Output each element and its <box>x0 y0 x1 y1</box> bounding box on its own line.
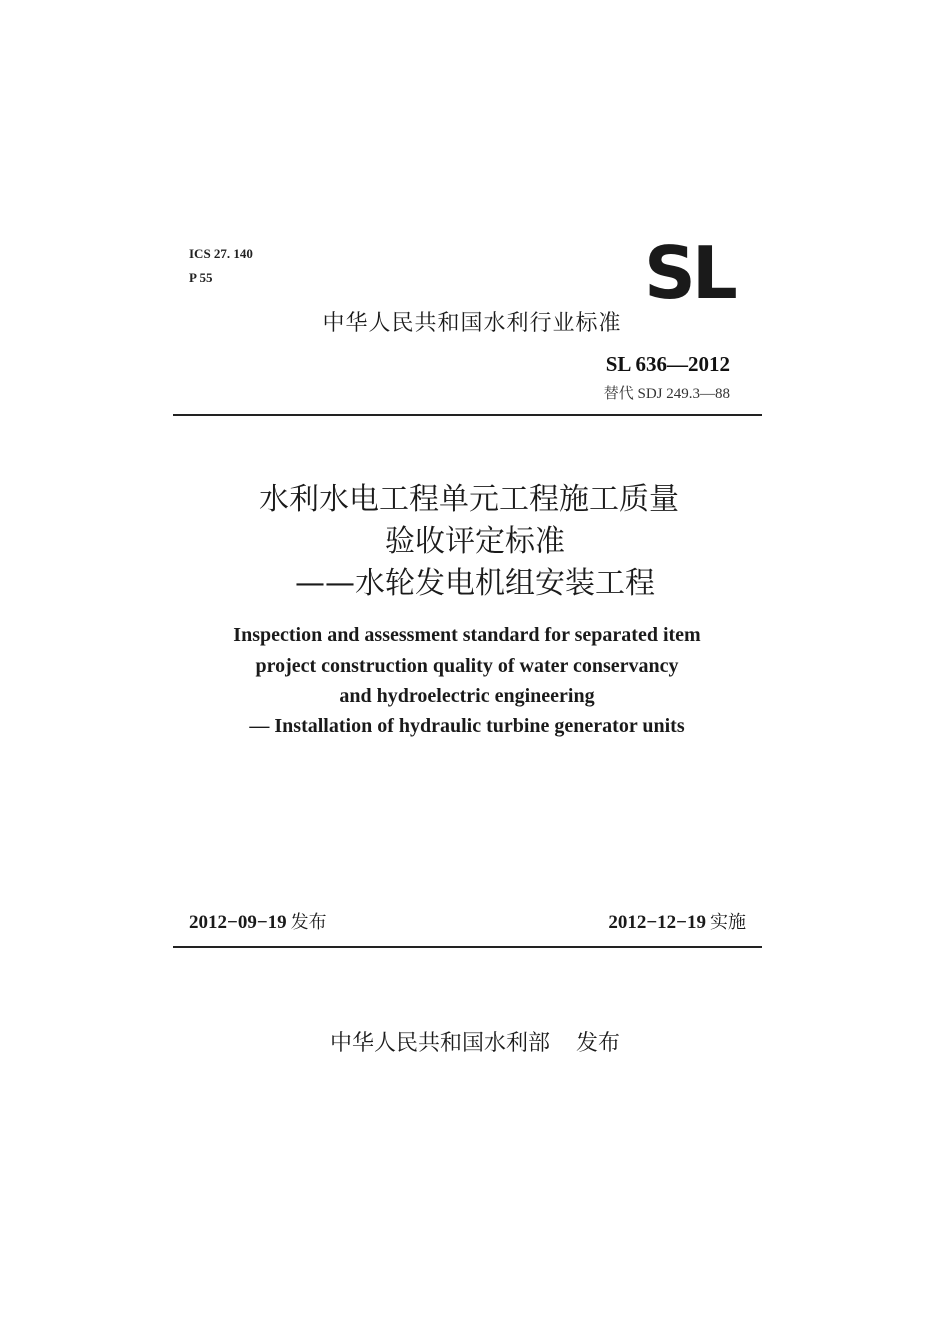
title-zh-line-3: ——水轮发电机组安装工程 <box>295 566 655 601</box>
title-en-line-1: Inspection and assessment standard for separated item <box>233 624 701 646</box>
title-en-line-2: project construction quality of water conservancy <box>255 655 679 677</box>
bottom-divider <box>173 946 762 948</box>
industry-standard-title <box>0 306 950 337</box>
implementation-date <box>608 908 746 934</box>
implementation-date-label: 实施 <box>710 912 746 933</box>
replaces-standard: 替代 SDJ 249.3—88 <box>603 386 730 402</box>
publisher-action: 发布 <box>576 1031 621 1056</box>
issue-date <box>189 908 327 934</box>
ics-code: ICS 27. 140 <box>189 246 253 261</box>
implementation-date-value: 2012−12−19 <box>608 912 706 933</box>
publisher-name: 中华人民共和国水利部 <box>329 1031 550 1056</box>
sl-logo <box>644 240 750 302</box>
title-zh-line-2: 验收评定标准 <box>385 524 565 559</box>
title-en-line-3: and hydroelectric engineering <box>339 685 595 707</box>
industry-standard-title-text: 中华人民共和国水利行业标准 <box>322 311 622 336</box>
issue-date-label: 发布 <box>290 912 327 933</box>
title-zh-line-1: 水利水电工程单元工程施工质量 <box>259 482 679 517</box>
issue-date-value: 2012−09−19 <box>189 912 287 933</box>
standard-number: SL 636—2012 <box>605 352 730 376</box>
publisher <box>0 1026 950 1057</box>
sl-logo-text: SL <box>644 240 734 302</box>
top-divider <box>173 414 762 416</box>
title-en-line-4: — Installation of hydraulic turbine generator units <box>249 715 685 737</box>
p-code: P 55 <box>189 270 213 285</box>
